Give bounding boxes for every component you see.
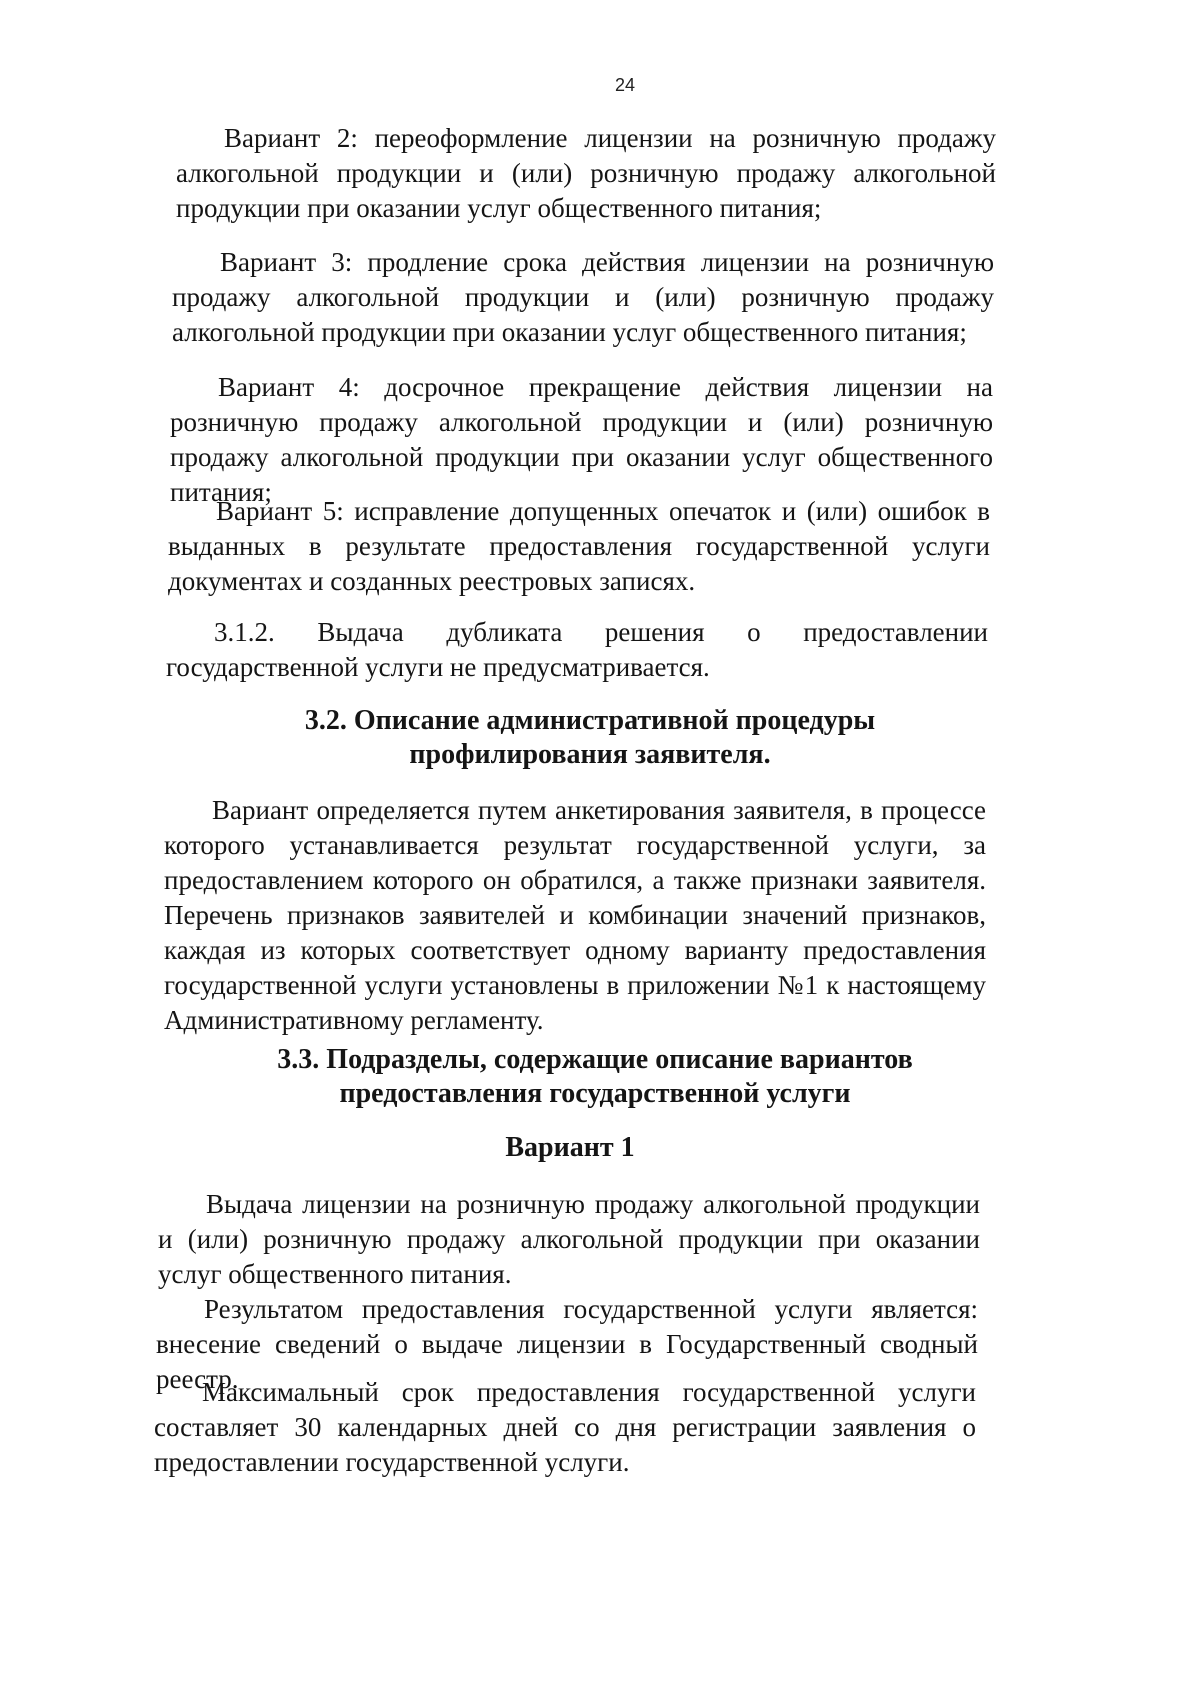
paragraph-variant-2: Вариант 2: переоформление лицензии на розничную продажу алкогольной продукции и (или) розничную продажу алкогольной продукции при оказании услуг общественного питания; <box>176 123 996 223</box>
paragraph-clause-3-1-2: 3.1.2. Выдача дубликата решения о предоставлении государственной услуги не предусматривается. <box>166 617 988 682</box>
paragraph-variant-5: Вариант 5: исправление допущенных опечаток и (или) ошибок в выданных в результате предоставления государственной услуги документах и созданных реестровых записях. <box>168 496 990 596</box>
subheading-variant-1: Вариант 1 <box>505 1132 635 1163</box>
paragraph-profiling: Вариант определяется путем анкетирования заявителя, в процессе которого устанавливается результат государственной услуги, за предоставлением которого он обратился, а также признаки заявителя. Перечень признаков заявителей и комбинации значений признаков, каждая из которых соответствует одному варианту предоставления государственной услуги установлены в приложении №1 к настоящему Административному регламенту. <box>164 795 986 1035</box>
paragraph-variant-3: Вариант 3: продление срока действия лицензии на розничную продажу алкогольной продукции и (или) розничную продажу алкогольной продукции при оказании услуг общественного питания; <box>172 247 994 347</box>
paragraph-variant-4: Вариант 4: досрочное прекращение действия лицензии на розничную продажу алкогольной продукции и (или) розничную продажу алкогольной продукции при оказании услуг общественного питания; <box>170 372 993 507</box>
paragraph-variant-1-deadline: Максимальный срок предоставления государственной услуги составляет 30 календарных дней со дня регистрации заявления о предоставлении государственной услуги. <box>154 1377 976 1477</box>
section-heading-3-3: 3.3. Подразделы, содержащие описание вариантов предоставления государственной услуги <box>277 1044 913 1109</box>
paragraph-variant-1-description: Выдача лицензии на розничную продажу алкогольной продукции и (или) розничную продажу алкогольной продукции при оказании услуг общественного питания. <box>158 1189 980 1289</box>
paragraph-variant-1-result: Результатом предоставления государственной услуги является: внесение сведений о выдаче лицензии в Государственный сводный реестр. <box>156 1294 978 1394</box>
section-heading-3-2: 3.2. Описание административной процедуры профилирования заявителя. <box>304 705 876 770</box>
page-number: 24 <box>614 75 636 95</box>
